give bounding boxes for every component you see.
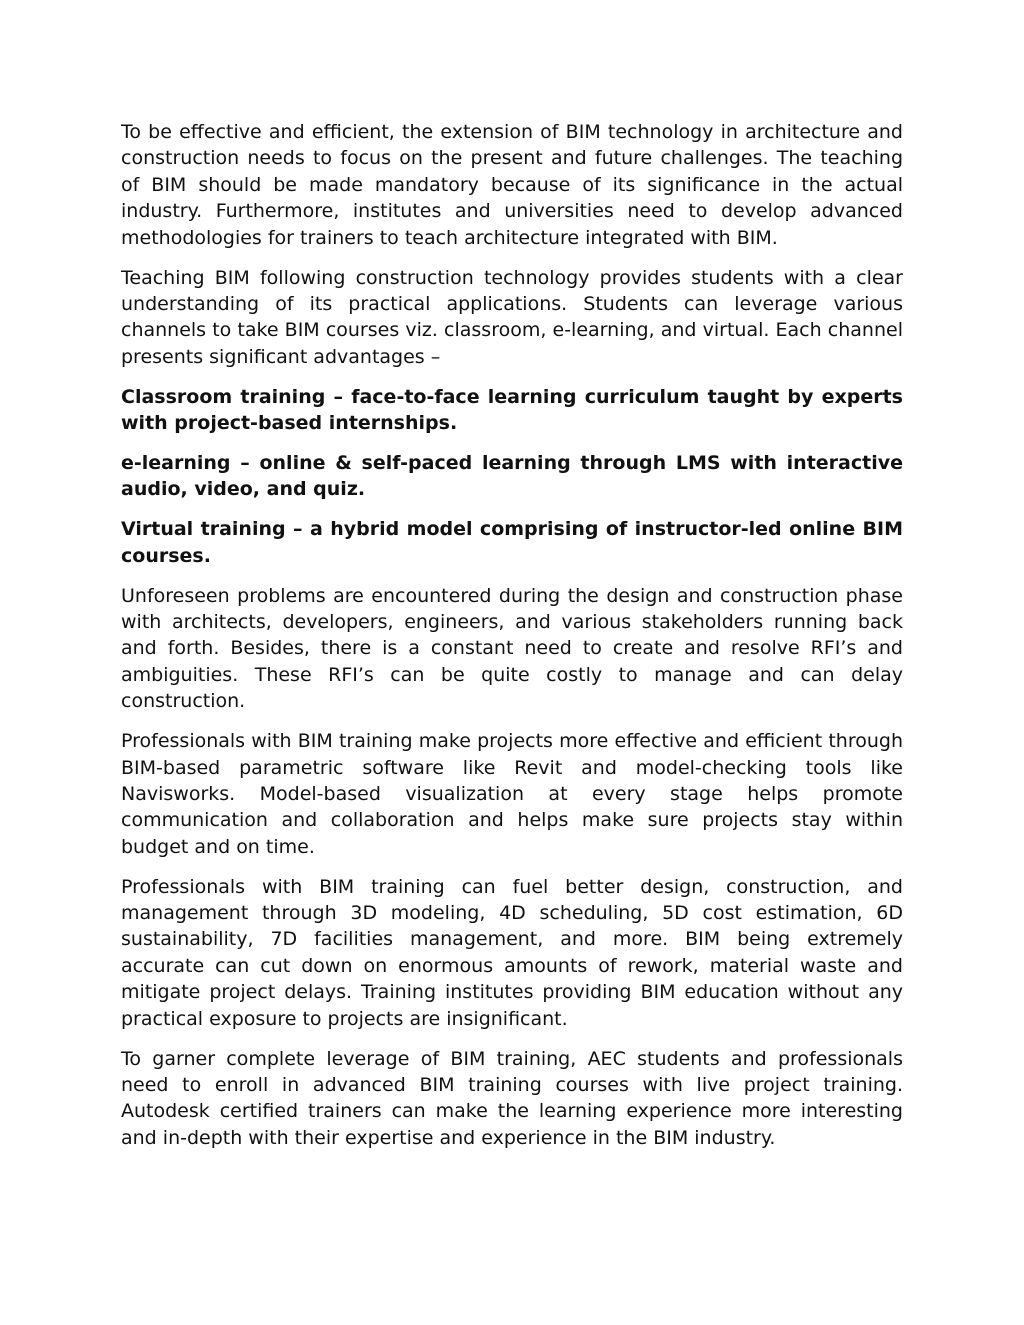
paragraph-bim-extension: To be effective and efficient, the extension of BIM technology in architecture and construction needs to focus on the present and future challenges. The teaching of BIM should be made mandatory because of its significance in the actual industry. Furthermore, institutes and universities need to develop advanced methodologies for trainers to teach architecture integrated with BIM. (121, 121, 903, 249)
paragraph-professionals-effective: Professionals with BIM training make projects more effective and efficient through BIM-based parametric software like Revit and model-checking tools like Navisworks. Model-based visualization at every stage helps promote communication and collaboration and helps make sure projects stay within budget and on time. (121, 730, 903, 858)
paragraph-e-learning: e-learning – online & self-paced learning through LMS with interactive audio, video, and quiz. (121, 451, 903, 501)
document-page (121, 119, 903, 1165)
paragraph-unforeseen-problems: Unforeseen problems are encountered during the design and construction phase with architects, developers, engineers, and various stakeholders running back and forth. Besides, there is a constant need to create and resolve RFI’s and ambiguities. These RFI’s can be quite costly to manage and can delay construction. (121, 584, 903, 713)
paragraph-virtual-training: Virtual training – a hybrid model comprising of instructor-led online BIM courses. (121, 518, 903, 567)
paragraph-classroom-training: Classroom training – face-to-face learning curriculum taught by experts with project-based internships. (121, 385, 903, 435)
paragraph-professionals-fuel: Professionals with BIM training can fuel better design, construction, and management through 3D modeling, 4D scheduling, 5D cost estimation, 6D sustainability, 7D facilities management, and more. BIM being extremely accurate can cut down on enormous amounts of rework, material waste and mitigate project delays. Training institutes providing BIM education without any practical exposure to projects are insignificant. (121, 875, 903, 1030)
paragraph-garner-leverage: To garner complete leverage of BIM training, AEC students and professionals need to enroll in advanced BIM training courses with live project training. Autodesk certified trainers can make the learning experience more interesting and in-depth with their expertise and experience in the BIM industry. (121, 1047, 903, 1149)
paragraph-teaching-bim: Teaching BIM following construction technology provides students with a clear understanding of its practical applications. Students can leverage various channels to take BIM courses viz. classroom, e-learning, and virtual. Each channel presents significant advantages – (121, 266, 903, 368)
